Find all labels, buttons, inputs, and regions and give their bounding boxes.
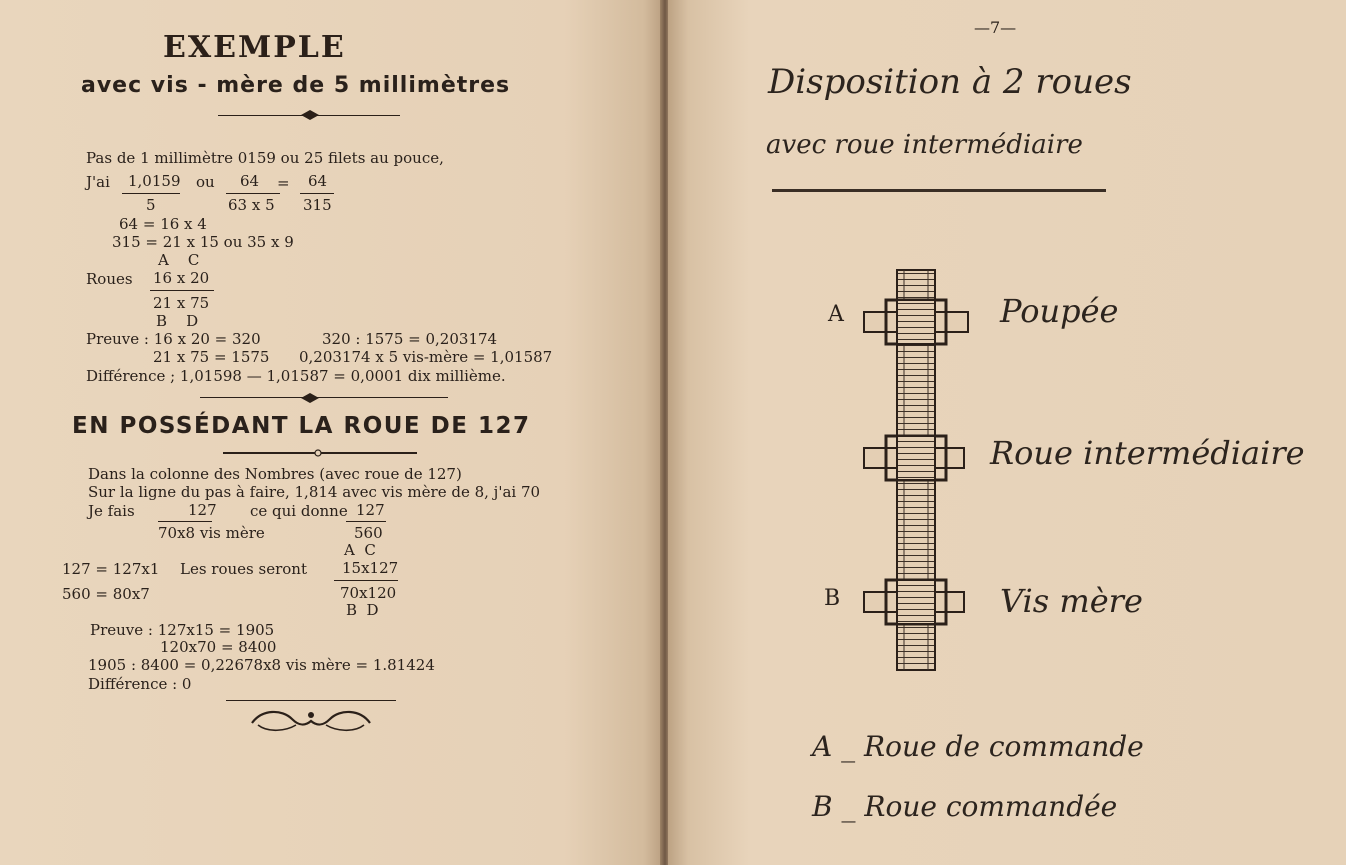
ex1-r-bar xyxy=(150,290,214,291)
ex2-preuve1: Preuve : 127x15 = 1905 xyxy=(90,621,275,639)
ex2-rs-num: 15x127 xyxy=(342,559,399,577)
ex2-cq-den: 560 xyxy=(354,524,383,542)
section-rule xyxy=(200,397,448,398)
ex1-jai: J'ai xyxy=(86,173,110,191)
ex2-ac: A C xyxy=(344,541,376,559)
ex1-ou: ou xyxy=(196,173,215,191)
ex1-f2-bar xyxy=(226,193,280,194)
ex1-f2-num: 64 xyxy=(240,172,260,190)
ex1-line1: Pas de 1 millimètre 0159 ou 25 filets au pouce, xyxy=(86,149,444,167)
ex2-cequi: ce qui donne xyxy=(250,502,348,520)
ex2-l127: 127 = 127x1 xyxy=(62,560,160,578)
ex1-f1-bar xyxy=(122,193,180,194)
ex2-lesroues: Les roues seront xyxy=(180,560,307,578)
gear-train-diagram xyxy=(858,262,978,672)
diagram-label-b: B xyxy=(824,586,841,611)
ex1-preuve1a: Preuve : 16 x 20 = 320 xyxy=(86,330,261,348)
flourish-ornament xyxy=(248,703,374,733)
ex1-eq: = xyxy=(277,174,290,192)
legend-a: A _ Roue de commande xyxy=(812,730,1144,763)
section-title: EN POSSÉDANT LA ROUE DE 127 xyxy=(72,413,531,439)
example-title: EXEMPLE xyxy=(163,30,346,65)
ex2-difference: Différence : 0 xyxy=(88,675,192,693)
handwritten-title-1: Disposition à 2 roues xyxy=(768,62,1132,102)
label-roue-intermediaire: Roue intermédiaire xyxy=(990,434,1305,472)
ex2-cq-bar xyxy=(346,521,386,522)
ex2-cq-num: 127 xyxy=(356,501,385,519)
ex1-difference: Différence ; 1,01598 — 1,01587 = 0,0001 dix millième. xyxy=(86,367,506,385)
title-rule xyxy=(772,189,1106,192)
ex2-line1: Dans la colonne des Nombres (avec roue de 127) xyxy=(88,465,462,483)
ex1-preuve2b: 0,203174 x 5 vis-mère = 1,01587 xyxy=(299,348,553,366)
diamond-ornament xyxy=(300,109,320,121)
ex2-calc: 1905 : 8400 = 0,22678x8 vis mère = 1.81424 xyxy=(88,656,435,674)
diamond-ornament-2 xyxy=(300,392,320,404)
ex1-preuve1b: 320 : 1575 = 0,203174 xyxy=(322,330,498,348)
right-page xyxy=(668,0,1346,865)
shaft-a xyxy=(864,300,968,344)
end-rule xyxy=(226,700,396,701)
diagram-label-a: A xyxy=(828,302,844,327)
shaft-b xyxy=(864,580,964,624)
shaft-intermediate xyxy=(864,436,964,480)
legend-b: B _ Roue commandée xyxy=(812,790,1118,823)
ex2-l560: 560 = 80x7 xyxy=(62,585,150,603)
ex1-bd: B D xyxy=(156,312,199,330)
ex1-r-num: 16 x 20 xyxy=(153,269,210,287)
ex1-f1-num: 1,0159 xyxy=(128,172,181,190)
ex2-preuve2: 120x70 = 8400 xyxy=(160,638,277,656)
ex1-f3-den: 315 xyxy=(303,196,332,214)
left-page xyxy=(0,0,664,865)
ex1-roues: Roues xyxy=(86,270,133,288)
ex1-ac: A C xyxy=(158,251,200,269)
ex1-r-den: 21 x 75 xyxy=(153,294,210,312)
ex1-f1-den: 5 xyxy=(146,196,156,214)
ex1-l64: 64 = 16 x 4 xyxy=(119,215,207,233)
ex2-bd: B D xyxy=(346,601,379,619)
example-subtitle: avec vis - mère de 5 millimètres xyxy=(81,73,511,98)
label-vis-mere: Vis mère xyxy=(1000,582,1143,620)
ex2-jf-num: 127 xyxy=(188,501,217,519)
ex1-f3-bar xyxy=(300,193,334,194)
ex1-preuve2a: 21 x 75 = 1575 xyxy=(153,348,270,366)
ex2-rs-bar xyxy=(334,580,398,581)
ex2-rs-den: 70x120 xyxy=(340,584,397,602)
ex1-f3-num: 64 xyxy=(308,172,328,190)
small-ring-ornament xyxy=(312,448,324,458)
ex1-f2-den: 63 x 5 xyxy=(228,196,275,214)
label-poupee: Poupée xyxy=(1000,292,1119,330)
handwritten-title-2: avec roue intermédiaire xyxy=(766,130,1083,160)
ex2-jf-bar xyxy=(158,521,212,522)
ex2-jefais: Je fais xyxy=(88,502,135,520)
page-number: —7— xyxy=(974,18,1017,37)
ex2-line2: Sur la ligne du pas à faire, 1,814 avec vis mère de 8, j'ai 70 xyxy=(88,483,541,501)
ex1-l315: 315 = 21 x 15 ou 35 x 9 xyxy=(112,233,294,251)
ex2-jf-den: 70x8 vis mère xyxy=(158,524,265,542)
